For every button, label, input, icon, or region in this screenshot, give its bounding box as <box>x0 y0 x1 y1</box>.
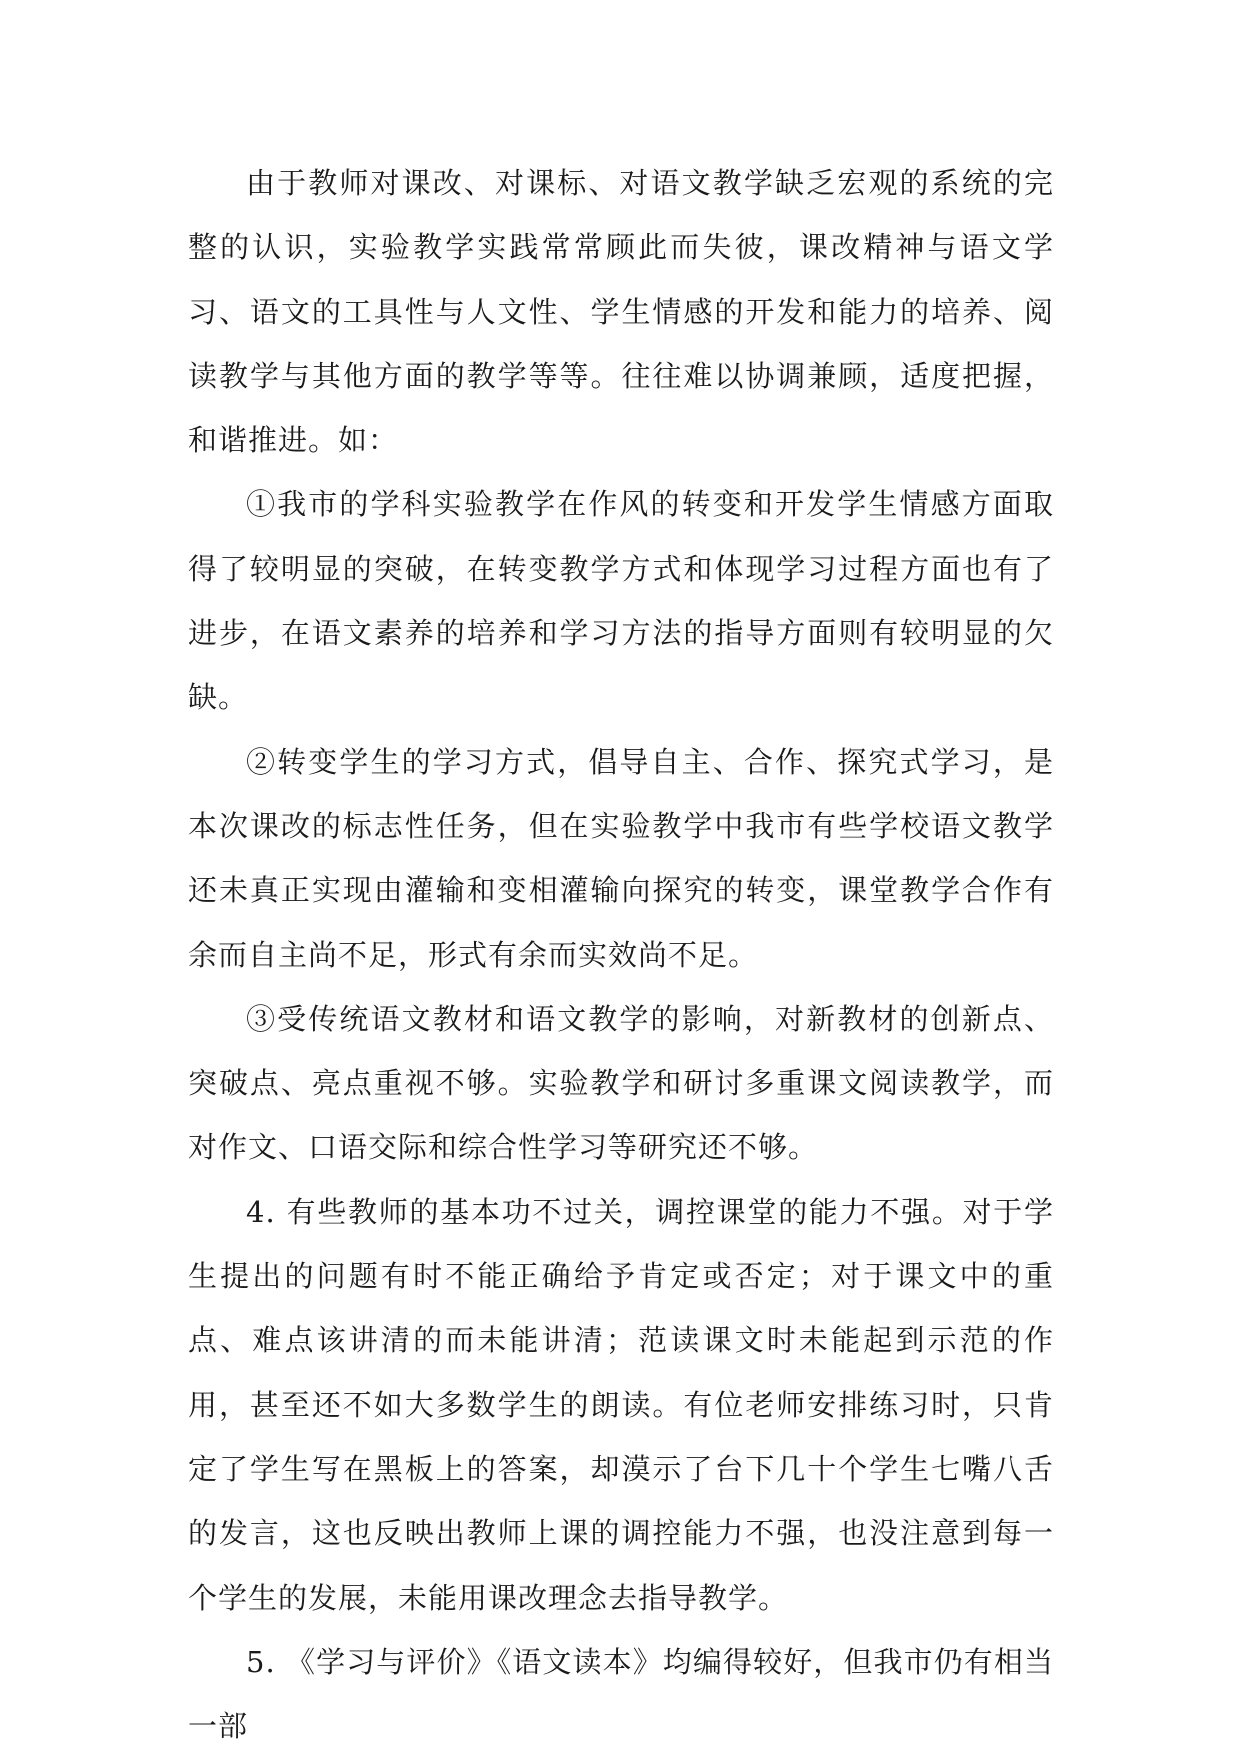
paragraph-item-4: 4. 有些教师的基本功不过关，调控课堂的能力不强。对于学生提出的问题有时不能正确给予肯定或否定；对于课文中的重点、难点该讲清的而未能讲清；范读课文时未能起到示范的作用，甚至还不如大多数学生的朗读。有位老师安排练习时，只肯定了学生写在黑板上的答案，却漠示了台下几十个学生七嘴八舌的发言，这也反映出教师上课的调控能力不强，也没注意到每一个学生的发展，未能用课改理念去指导教学。 <box>188 1194 1054 1615</box>
paragraph-item-5: 5. 《学习与评价》《语文读本》均编得较好，但我市仍有相当一部 <box>188 1644 1054 1744</box>
paragraph-intro: 由于教师对课改、对课标、对语文教学缺乏宏观的系统的完整的认识，实验教学实践常常顾此而失彼，课改精神与语文学习、语文的工具性与人文性、学生情感的开发和能力的培养、阅读教学与其他方面的教学等等。往往难以协调兼顾，适度把握，和谐推进。如： <box>188 166 1054 458</box>
paragraph-point-2: ②转变学生的学习方式，倡导自主、合作、探究式学习，是本次课改的标志性任务，但在实验教学中我市有些学校语文教学还未真正实现由灌输和变相灌输向探究的转变，课堂教学合作有余而自主尚不足，形式有余而实效尚不足。 <box>188 744 1054 972</box>
document-body <box>188 151 1054 1758</box>
paragraph-point-1: ①我市的学科实验教学在作风的转变和开发学生情感方面取得了较明显的突破，在转变教学方式和体现学习过程方面也有了进步，在语文素养的培养和学习方法的指导方面则有较明显的欠缺。 <box>188 487 1054 715</box>
paragraph-point-3: ③受传统语文教材和语文教学的影响，对新教材的创新点、突破点、亮点重视不够。实验教学和研讨多重课文阅读教学，而对作文、口语交际和综合性学习等研究还不够。 <box>188 1001 1054 1165</box>
